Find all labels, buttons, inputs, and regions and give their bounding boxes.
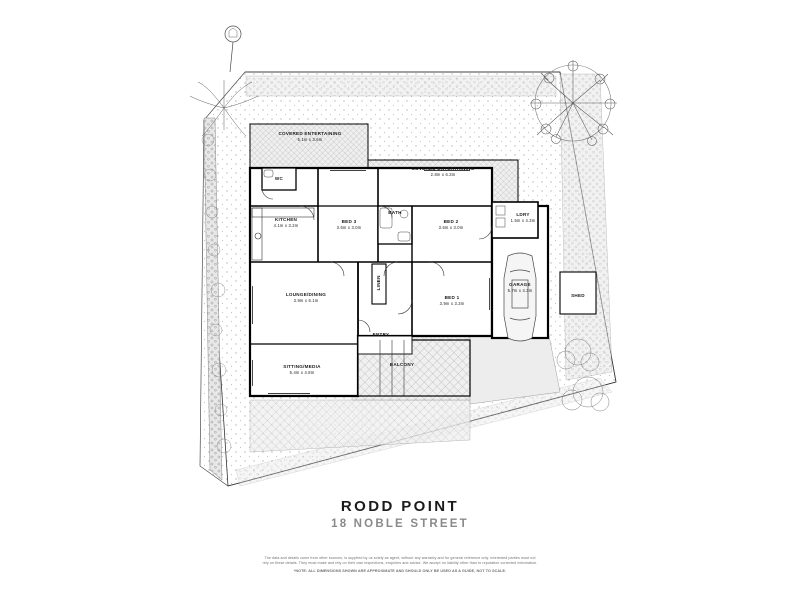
street-address: 18 NOBLE STREET — [331, 518, 469, 530]
room-dimension: 3.9m x 6.1m — [293, 297, 319, 303]
room-dimension: 3.6m x 3.0m — [336, 224, 362, 230]
room-name: LINEN — [376, 275, 382, 291]
room-name: SITTING/MEDIA — [283, 364, 321, 369]
room-dimension: 3.9m x 3.3m — [439, 300, 465, 306]
room-dimension: 3.6m x 3.0m — [438, 224, 464, 230]
room-name: BED 3 — [341, 219, 357, 224]
disclaimer-line-1: The data and details come from other sources, is supplied by us solely as agent, without any warranty and for general reference only. Interested parties must not — [264, 556, 536, 560]
room-name: ENTRY — [372, 332, 390, 337]
room-name: BALCONY — [389, 362, 415, 367]
room-name: SHED — [571, 293, 585, 298]
car-symbol — [504, 253, 536, 341]
room-dimension: 5.7m x 4.3m — [507, 287, 533, 293]
room-name: GARAGE — [509, 282, 531, 287]
room-name: COVERED ENTERTAINING — [278, 131, 342, 136]
disclaimer — [0, 556, 800, 573]
room-name: KITCHEN — [274, 217, 298, 222]
room-name: BED 2 — [443, 219, 459, 224]
room-name: LDRY — [516, 212, 530, 217]
title-block — [0, 498, 800, 530]
room-dimension: 1.5m x 4.3m — [510, 217, 536, 223]
room-name: WC — [274, 176, 284, 181]
room-name: BATH — [388, 210, 402, 215]
room-dimension: 5.4m x 4.8m — [289, 369, 315, 375]
room-name: COVERED ENTERTAINING — [411, 166, 475, 171]
disclaimer-line-2: rely on these details. They must make and rely on their own inspections, enquiries and advice. We accept no liability other than to reputation corrected information. — [262, 561, 538, 566]
disclaimer-note: *NOTE: ALL DIMENSIONS SHOWN ARE APPROXIMATE AND SHOULD ONLY BE USED AS A GUIDE, NOT TO SCALE. — [293, 568, 507, 573]
room-name: BED 1 — [444, 295, 460, 300]
room-dimension: 4.1m x 3.2m — [273, 222, 299, 228]
room-name: LOUNGE/DINING — [285, 292, 327, 297]
room-dimension: 5.1m x 3.6m — [297, 136, 323, 142]
suburb-title: RODD POINT — [340, 498, 460, 515]
room-dimension: 2.8m x 6.3m — [430, 171, 456, 177]
